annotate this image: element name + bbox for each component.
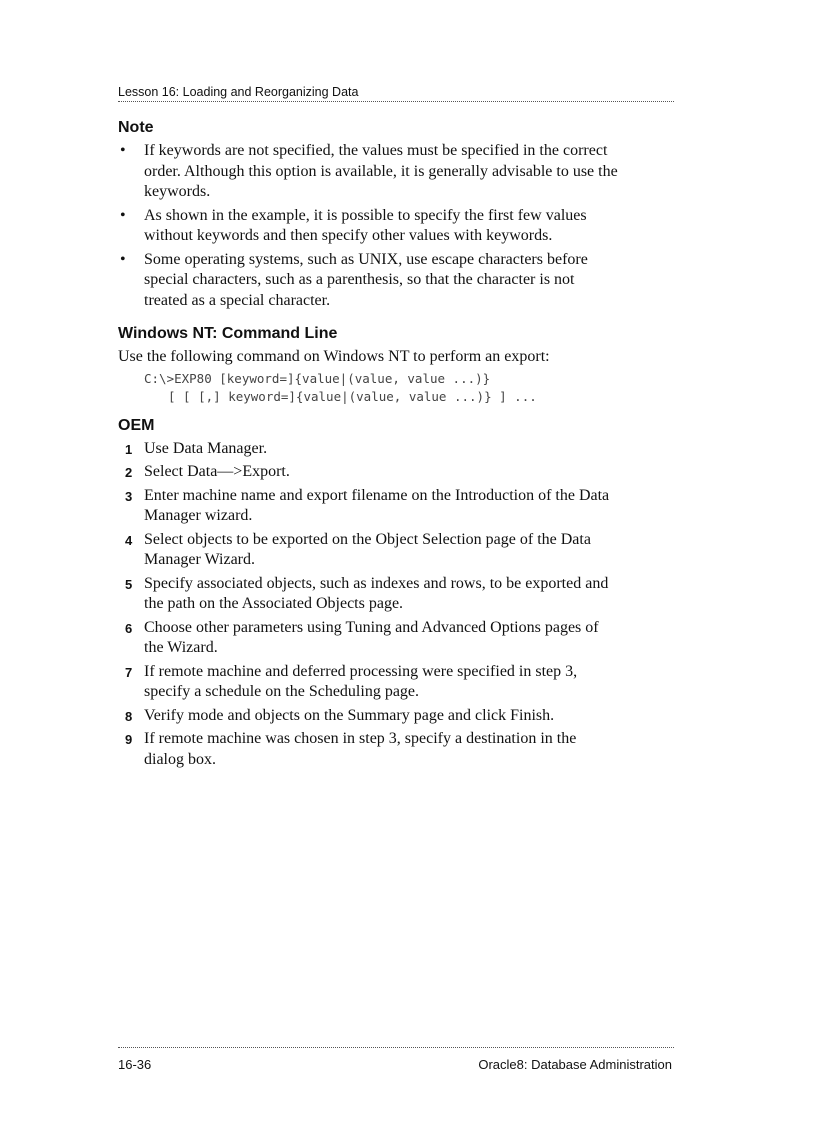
step-text: Select Data—>Export. xyxy=(144,463,290,480)
book-title: Oracle8: Database Administration xyxy=(478,1057,672,1072)
step-number: 8 xyxy=(125,708,133,724)
code-line: C:\>EXP80 [keyword=]{value|(value, value ...)} xyxy=(144,370,491,386)
step-text: Specify associated objects, such as indexes and rows, to be exported and the path on the Associated Objects page. xyxy=(144,574,609,612)
step-item xyxy=(118,574,618,615)
list-item xyxy=(118,141,618,203)
step-text: Verify mode and objects on the Summary page and click Finish. xyxy=(144,706,555,724)
step-number: 5 xyxy=(125,576,133,592)
step-text: Choose other parameters using Tuning and Advanced Options pages of the Wizard. xyxy=(144,618,599,656)
step-text: If remote machine was chosen in step 3, specify a destination in the dialog box. xyxy=(144,730,577,768)
note-heading: Note xyxy=(118,119,154,136)
step-text: Enter machine name and export filename on the Introduction of the Data Manager wizard. xyxy=(144,486,610,524)
oem-steps xyxy=(118,439,618,771)
step-item xyxy=(118,662,618,703)
step-item xyxy=(118,439,618,460)
step-number: 7 xyxy=(125,664,133,680)
step-item xyxy=(118,486,618,527)
step-number: 4 xyxy=(125,532,133,548)
note-item-text: If keywords are not specified, the values must be specified in the correct order. Although this option is available, it is generally advisable to use the keywords. xyxy=(144,142,618,200)
list-item xyxy=(118,250,618,312)
step-item xyxy=(118,706,618,727)
note-item-text: As shown in the example, it is possible to specify the first few values without keywords and then specify other values with keywords. xyxy=(144,206,587,244)
windows-heading: Windows NT: Command Line xyxy=(118,325,338,342)
step-item xyxy=(118,530,618,571)
step-number: 9 xyxy=(125,732,133,747)
step-text: If remote machine and deferred processing were specified in step 3, specify a schedule on the Scheduling page. xyxy=(144,662,578,700)
header-title: Lesson 16: Loading and Reorganizing Data xyxy=(118,85,359,99)
step-number: 6 xyxy=(125,620,133,636)
windows-intro: Use the following command on Windows NT to perform an export: xyxy=(118,348,550,365)
step-number: 1 xyxy=(125,441,133,457)
page-number: 16-36 xyxy=(118,1057,152,1072)
oem-heading: OEM xyxy=(118,416,155,434)
bullet-icon: • xyxy=(120,206,126,224)
step-item xyxy=(118,462,618,483)
step-item xyxy=(118,729,618,770)
page-footer xyxy=(118,1047,674,1072)
note-item-text: Some operating systems, such as UNIX, use escape characters before special characters, such as a parenthesis, so that the character is not treated as a special character. xyxy=(144,250,588,309)
step-item xyxy=(118,618,618,659)
bullet-icon: • xyxy=(120,250,126,268)
code-line: [ [ [,] keyword=]{value|(value, value ...)} ] ... xyxy=(168,388,537,404)
page-content xyxy=(118,119,618,773)
bullet-icon: • xyxy=(120,142,126,159)
command-syntax xyxy=(144,370,618,406)
running-header xyxy=(118,85,674,102)
step-number: 3 xyxy=(125,488,133,504)
step-number: 2 xyxy=(125,465,133,480)
step-text: Use Data Manager. xyxy=(144,439,268,457)
list-item xyxy=(118,206,618,247)
note-list xyxy=(118,141,618,311)
step-text: Select objects to be exported on the Object Selection page of the Data Manager Wizard. xyxy=(144,530,591,568)
